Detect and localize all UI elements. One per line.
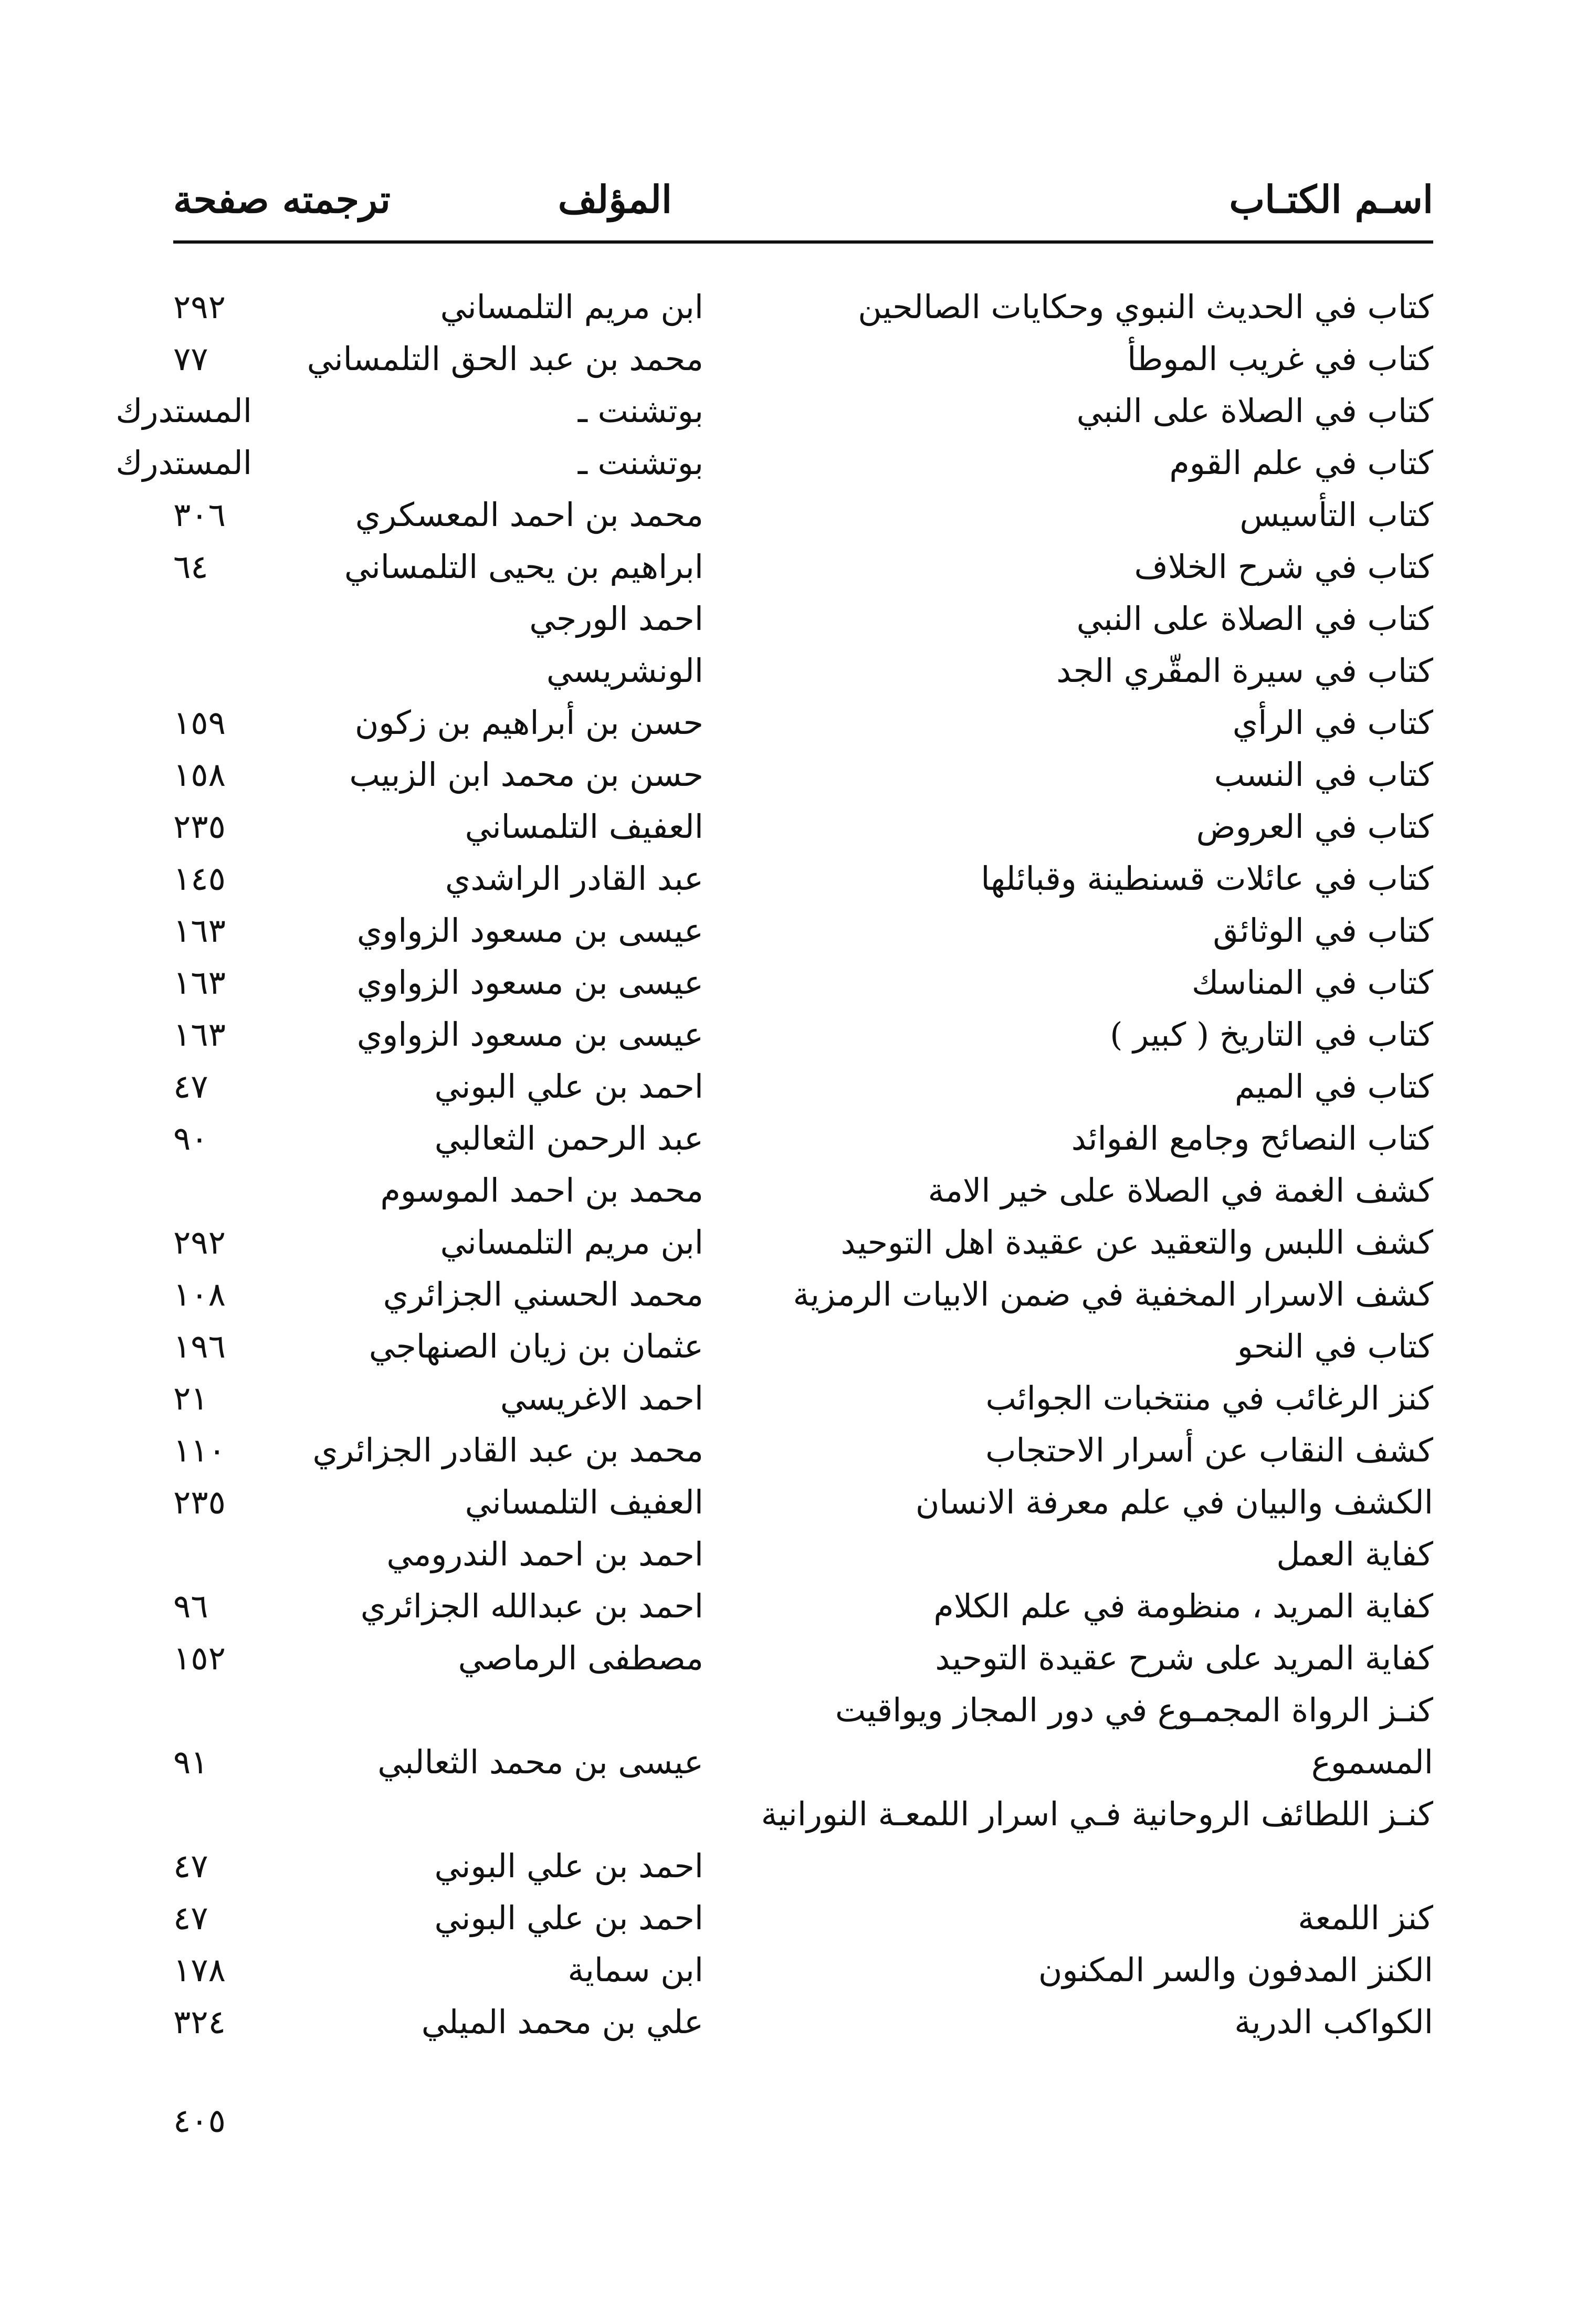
list-item — [173, 1164, 1433, 1216]
header-divider — [173, 240, 1433, 244]
biography-page-number: ٦٤ — [173, 548, 208, 586]
author-name: عيسى بن مسعود الزواوي — [356, 1015, 703, 1054]
list-item — [173, 1892, 1433, 1944]
list-item — [173, 333, 1433, 385]
author-name: عيسى بن مسعود الزواوي — [356, 963, 703, 1002]
book-title: كتاب في العروض — [1196, 807, 1433, 846]
author-name: علي بن محمد الميلي — [421, 2003, 703, 2041]
biography-page-number: ١٦٣ — [173, 963, 226, 1002]
book-title: كتاب في الميم — [1234, 1067, 1433, 1106]
table-header — [173, 173, 1433, 231]
book-title: كفاية العمل — [1276, 1535, 1433, 1573]
book-title: كشف الغمة في الصلاة على خير الامة — [928, 1171, 1433, 1210]
list-item — [173, 593, 1433, 645]
list-item — [173, 1528, 1433, 1580]
author-name: العفيف التلمساني — [465, 1483, 703, 1521]
list-item — [173, 1372, 1433, 1424]
biography-page-number: ١٥٢ — [173, 1639, 226, 1677]
author-name: محمد بن عبد الحق التلمساني — [307, 340, 703, 378]
author-name: احمد بن علي البوني — [434, 1899, 703, 1937]
biography-page-number: المستدرك — [115, 444, 252, 482]
book-title: كتاب في النسب — [1214, 755, 1433, 794]
biography-page-number: ٩٠ — [173, 1119, 208, 1158]
author-name: الونشريسي — [546, 651, 703, 690]
list-item — [173, 1060, 1433, 1112]
book-title: كتاب في الصلاة على النبي — [1076, 600, 1433, 638]
list-item — [173, 1424, 1433, 1476]
header-author: المؤلف — [558, 177, 672, 222]
book-title: كتاب في شرح الخلاف — [1134, 548, 1433, 586]
header-biography-page: ترجمته صفحة — [173, 177, 391, 222]
list-item — [173, 1788, 1433, 1892]
biography-page-number: ٢٣٥ — [173, 1483, 226, 1521]
biography-page-number: ٣٠٦ — [173, 496, 226, 534]
biography-page-number: ٢٩٢ — [173, 288, 226, 326]
book-title: كتاب في المناسك — [1192, 963, 1433, 1002]
biography-page-number: ١٥٨ — [173, 755, 226, 794]
book-title: الكواكب الدرية — [1234, 2003, 1433, 2041]
biography-page-number: ١٥٩ — [173, 703, 226, 742]
book-title: الكشف والبيان في علم معرفة الانسان — [915, 1483, 1433, 1521]
book-title: كتاب في الرأي — [1232, 703, 1433, 742]
book-title: كنـز الرواة المجمـوع في دور المجاز ويواقيت المسموع — [835, 1691, 1433, 1781]
book-title: كشف الاسرار المخفية في ضمن الابيات الرمزية — [793, 1275, 1433, 1313]
author-name: احمد بن احمد الندرومي — [386, 1535, 703, 1573]
book-title: كنز اللمعة — [1298, 1899, 1433, 1937]
list-item — [115, 385, 1433, 437]
author-name: محمد الحسني الجزائري — [383, 1275, 703, 1313]
author-name: العفيف التلمساني — [465, 807, 703, 846]
author-name: احمد بن علي البوني — [434, 1847, 703, 1885]
biography-page-number: ٩١ — [173, 1743, 208, 1781]
author-name: احمد بن علي البوني — [434, 1067, 703, 1106]
list-item — [173, 281, 1433, 333]
book-title: كتاب في التاريخ ( كبير ) — [1110, 1015, 1433, 1054]
book-title: كنز الرغائب في منتخبات الجوائب — [985, 1379, 1433, 1417]
page-number: ٤٠٥ — [173, 2101, 226, 2140]
book-title: كتاب في الصلاة على النبي — [1076, 392, 1433, 430]
list-item — [173, 541, 1433, 593]
author-name: ابن مريم التلمساني — [440, 288, 703, 326]
biography-page-number: ٤٧ — [173, 1067, 208, 1106]
book-title: كتاب في الوثائق — [1213, 911, 1433, 950]
book-title: كتاب في عائلات قسنطينة وقبائلها — [981, 859, 1433, 898]
book-list — [115, 281, 1433, 2048]
list-item — [173, 1632, 1433, 1684]
biography-page-number: ١١٠ — [173, 1431, 226, 1469]
author-name: محمد بن احمد الموسوم — [380, 1171, 703, 1210]
header-book-title: اسـم الكتـاب — [1229, 177, 1433, 222]
list-item — [173, 1320, 1433, 1372]
list-item — [173, 905, 1433, 956]
list-item — [115, 437, 1433, 489]
book-title: كتاب التأسيس — [1239, 496, 1433, 534]
author-name: حسن بن محمد ابن الزبيب — [349, 755, 703, 794]
book-title: كفاية المريد ، منظومة في علم الكلام — [933, 1587, 1433, 1625]
biography-page-number: المستدرك — [115, 392, 252, 430]
author-name: بوتشنت ـ — [577, 392, 703, 430]
biography-page-number: ٣٢٤ — [173, 2003, 226, 2041]
biography-page-number: ١٧٨ — [173, 1951, 226, 1989]
list-item — [173, 1268, 1433, 1320]
list-item — [173, 1996, 1433, 2048]
book-title: كفاية المريد على شرح عقيدة التوحيد — [935, 1639, 1433, 1677]
author-name: عبد الرحمن الثعالبي — [434, 1119, 703, 1158]
author-name: عيسى بن محمد الثعالبي — [377, 1743, 703, 1781]
list-item — [173, 1944, 1433, 1996]
author-name: مصطفى الرماصي — [458, 1639, 703, 1677]
list-item — [173, 1476, 1433, 1528]
author-name: عبد القادر الراشدي — [445, 859, 703, 898]
author-name: ابن سماية — [568, 1951, 703, 1989]
author-name: محمد بن عبد القادر الجزائري — [312, 1431, 703, 1469]
list-item — [173, 1216, 1433, 1268]
author-name: احمد الورجي — [529, 600, 703, 638]
list-item — [173, 749, 1433, 801]
list-item — [173, 1580, 1433, 1632]
biography-page-number: ٢٩٢ — [173, 1223, 226, 1261]
biography-page-number: ١٠٨ — [173, 1275, 226, 1313]
author-name: احمد بن عبدالله الجزائري — [360, 1587, 703, 1625]
biography-page-number: ٢٣٥ — [173, 807, 226, 846]
list-item — [173, 801, 1433, 853]
biography-page-number: ٤٧ — [173, 1899, 208, 1937]
list-item — [173, 1684, 1433, 1788]
book-title: الكنز المدفون والسر المكنون — [1038, 1951, 1433, 1989]
book-title: كشف اللبس والتعقيد عن عقيدة اهل التوحيد — [840, 1223, 1433, 1261]
author-name: حسن بن أبراهيم بن زكون — [354, 703, 703, 742]
author-name: احمد الاغريسي — [500, 1379, 703, 1417]
list-item — [173, 489, 1433, 541]
book-title: كتاب النصائح وجامع الفوائد — [1071, 1119, 1433, 1158]
book-title: كتاب في الحديث النبوي وحكايات الصالحين — [858, 288, 1433, 326]
author-name: عثمان بن زيان الصنهاجي — [369, 1327, 703, 1365]
author-name: بوتشنت ـ — [577, 444, 703, 482]
book-title: كتاب في النحو — [1237, 1327, 1433, 1365]
biography-page-number: ٩٦ — [173, 1587, 208, 1625]
book-title: كنـز اللطائف الروحانية فـي اسرار اللمعـة النورانية — [761, 1795, 1433, 1833]
list-item — [173, 956, 1433, 1008]
author-name: عيسى بن مسعود الزواوي — [356, 911, 703, 950]
book-title: كشف النقاب عن أسرار الاحتجاب — [985, 1431, 1433, 1469]
biography-page-number: ١٤٥ — [173, 859, 226, 898]
book-title: كتاب في غريب الموطأ — [1127, 340, 1433, 378]
biography-page-number: ٤٧ — [173, 1847, 208, 1885]
list-item — [173, 1008, 1433, 1060]
biography-page-number: ٢١ — [173, 1379, 208, 1417]
list-item — [173, 697, 1433, 749]
book-title: كتاب في علم القوم — [1169, 444, 1433, 482]
author-name: ابراهيم بن يحيى التلمساني — [344, 548, 703, 586]
list-item — [173, 853, 1433, 905]
list-item — [173, 645, 1433, 697]
book-title: كتاب في سيرة المقّري الجد — [1056, 651, 1433, 690]
author-name: محمد بن احمد المعسكري — [355, 496, 703, 534]
author-name: ابن مريم التلمساني — [440, 1223, 703, 1261]
biography-page-number: ١٦٣ — [173, 1015, 226, 1054]
biography-page-number: ٧٧ — [173, 340, 208, 378]
biography-page-number: ١٦٣ — [173, 911, 226, 950]
biography-page-number: ١٩٦ — [173, 1327, 226, 1365]
list-item — [173, 1112, 1433, 1164]
